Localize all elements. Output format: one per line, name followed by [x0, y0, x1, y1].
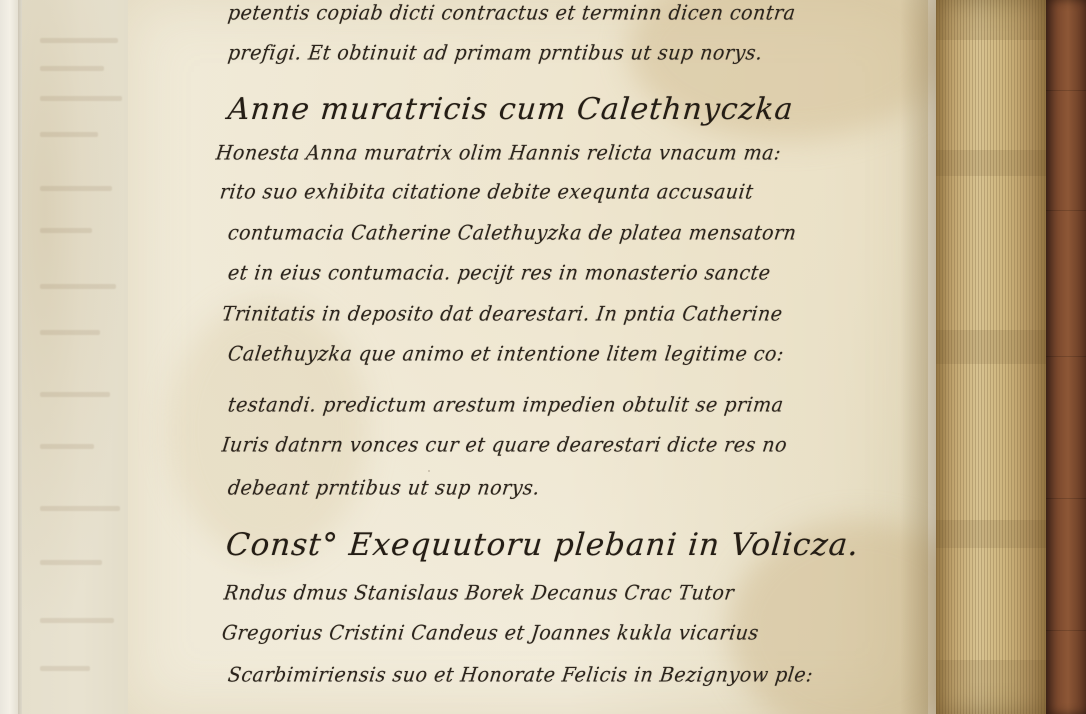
entry-heading: Anne muratricis cum Calethnyczka [226, 92, 796, 127]
text-line: contumacia Catherine Calethuyzka de platea mensatorn [226, 221, 798, 245]
text-line: Gregorius Cristini Candeus et Joannes kukla vicarius [220, 621, 761, 645]
text-line: prefigi. Et obtinuit ad primam prntibus ut sup norys. [226, 41, 764, 65]
text-line: debeant prntibus ut sup norys. [226, 476, 542, 500]
underlying-leaf [22, 0, 137, 714]
left-page-edge [0, 0, 22, 714]
fore-edge-page-block [936, 0, 1048, 714]
text-line: testandi. predictum arestum impedien obtulit se prima [226, 393, 785, 417]
text-line: rito suo exhibita citatione debite exequnta accusauit [218, 180, 755, 204]
text-line: Iuris datnrn vonces cur et quare dearestari dicte res no [220, 433, 789, 457]
leather-cover [1046, 0, 1086, 714]
folio-recto [128, 0, 928, 714]
manuscript-text-block [128, 0, 928, 714]
entry-heading: Const° Exequutoru plebani in Volicza. [224, 527, 861, 563]
text-line: petentis copiab dicti contractus et terminn dicen contra [226, 1, 797, 25]
text-line: Rndus dmus Stanislaus Borek Decanus Crac Tutor [222, 581, 736, 605]
text-line: Calethuyzka que animo et intentione litem legitime co: [226, 342, 786, 366]
text-line: Trinitatis in deposito dat dearestari. In pntia Catherine [220, 302, 784, 326]
text-line: Scarbimiriensis suo et Honorate Felicis in Bezignyow ple: [226, 663, 815, 687]
text-line: Honesta Anna muratrix olim Hannis relicta vnacum ma: [214, 141, 783, 165]
text-line: et in eius contumacia. pecijt res in monasterio sancte [226, 261, 772, 285]
